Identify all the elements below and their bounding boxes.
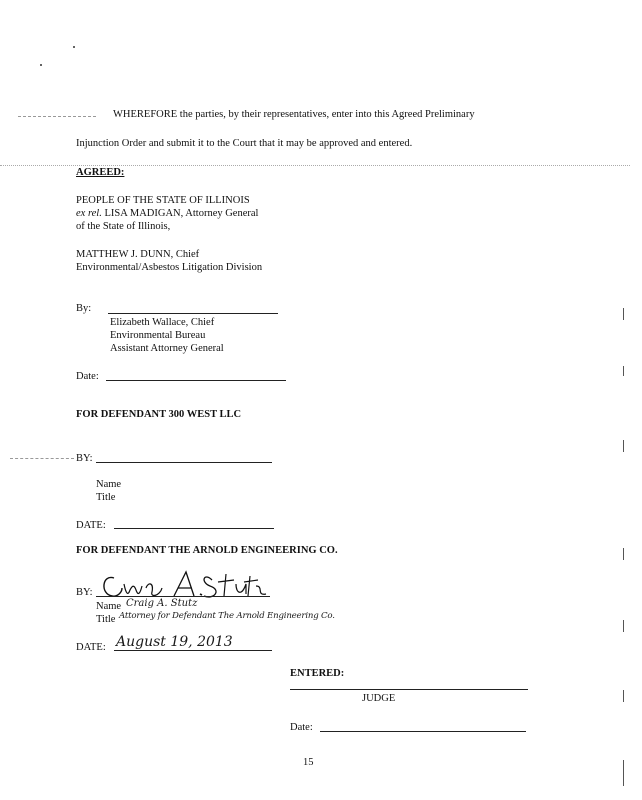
signature-line-defendant1 [96,462,272,463]
date-label-defendant2: DATE: [76,642,106,653]
wallace-name: Elizabeth Wallace, Chief [110,317,215,328]
ex-rel-prefix: ex rel. [76,208,102,219]
wherefore-line-2: Injunction Order and submit it to the Court that it may be approved and entered. [76,138,413,149]
name-label-defendant2: Name [96,601,122,612]
scan-margin-mark [623,690,624,702]
date-line-defendant1 [114,528,274,529]
title-label-defendant2: Title [96,614,116,625]
date-line-judge [320,731,526,732]
date-label-judge: Date: [290,722,313,733]
date-label-defendant1: DATE: [76,520,106,531]
date-label-state: Date: [76,371,99,382]
judge-label: JUDGE [362,693,396,704]
scan-margin-mark [623,548,624,560]
wherefore-line-1: WHEREFORE the parties, by their representatives, enter into this Agreed Preliminary [113,109,475,120]
scan-artifact-line [0,165,630,166]
entered-heading: ENTERED: [290,668,345,679]
by-label-defendant2: BY: [76,587,93,598]
judge-signature-line [290,689,528,690]
title-handwritten: Attorney for Defendant The Arnold Engineering Co. [119,611,335,621]
agreed-heading: AGREED: [76,167,125,178]
defendant2-heading: FOR DEFENDANT THE ARNOLD ENGINEERING CO. [76,545,338,556]
wallace-title: Assistant Attorney General [110,343,224,354]
date-handwritten: August 19, 2013 [116,634,233,650]
scan-speck [73,46,75,48]
dunn-line-2: Environmental/Asbestos Litigation Division [76,262,263,273]
wallace-bureau: Environmental Bureau [110,330,206,341]
ex-rel-line [76,209,258,220]
scan-artifact-line [18,116,96,117]
date-line-defendant2 [114,650,272,651]
page-number: 15 [303,757,314,768]
name-handwritten: Craig A. Stutz [126,598,198,609]
date-line-state [106,380,286,381]
by-label-state: By: [76,303,92,314]
ex-rel-rest: LISA MADIGAN, Attorney General [104,208,259,219]
signature-line-defendant2 [96,596,270,597]
scan-margin-mark [623,366,624,376]
name-label-defendant1: Name [96,479,122,490]
scan-margin-mark [623,440,624,452]
scan-speck [40,64,42,66]
people-line: PEOPLE OF THE STATE OF ILLINOIS [76,195,250,206]
defendant1-heading: FOR DEFENDANT 300 WEST LLC [76,409,242,420]
dunn-line-1: MATTHEW J. DUNN, Chief [76,249,200,260]
scan-margin-mark [623,308,624,320]
by-label-defendant1: BY: [76,453,93,464]
state-line: of the State of Illinois, [76,221,171,232]
scan-margin-mark [623,620,624,632]
scan-margin-mark [623,760,624,786]
scan-artifact-line [10,458,74,459]
title-label-defendant1: Title [96,492,116,503]
signature-line-state [108,313,278,314]
